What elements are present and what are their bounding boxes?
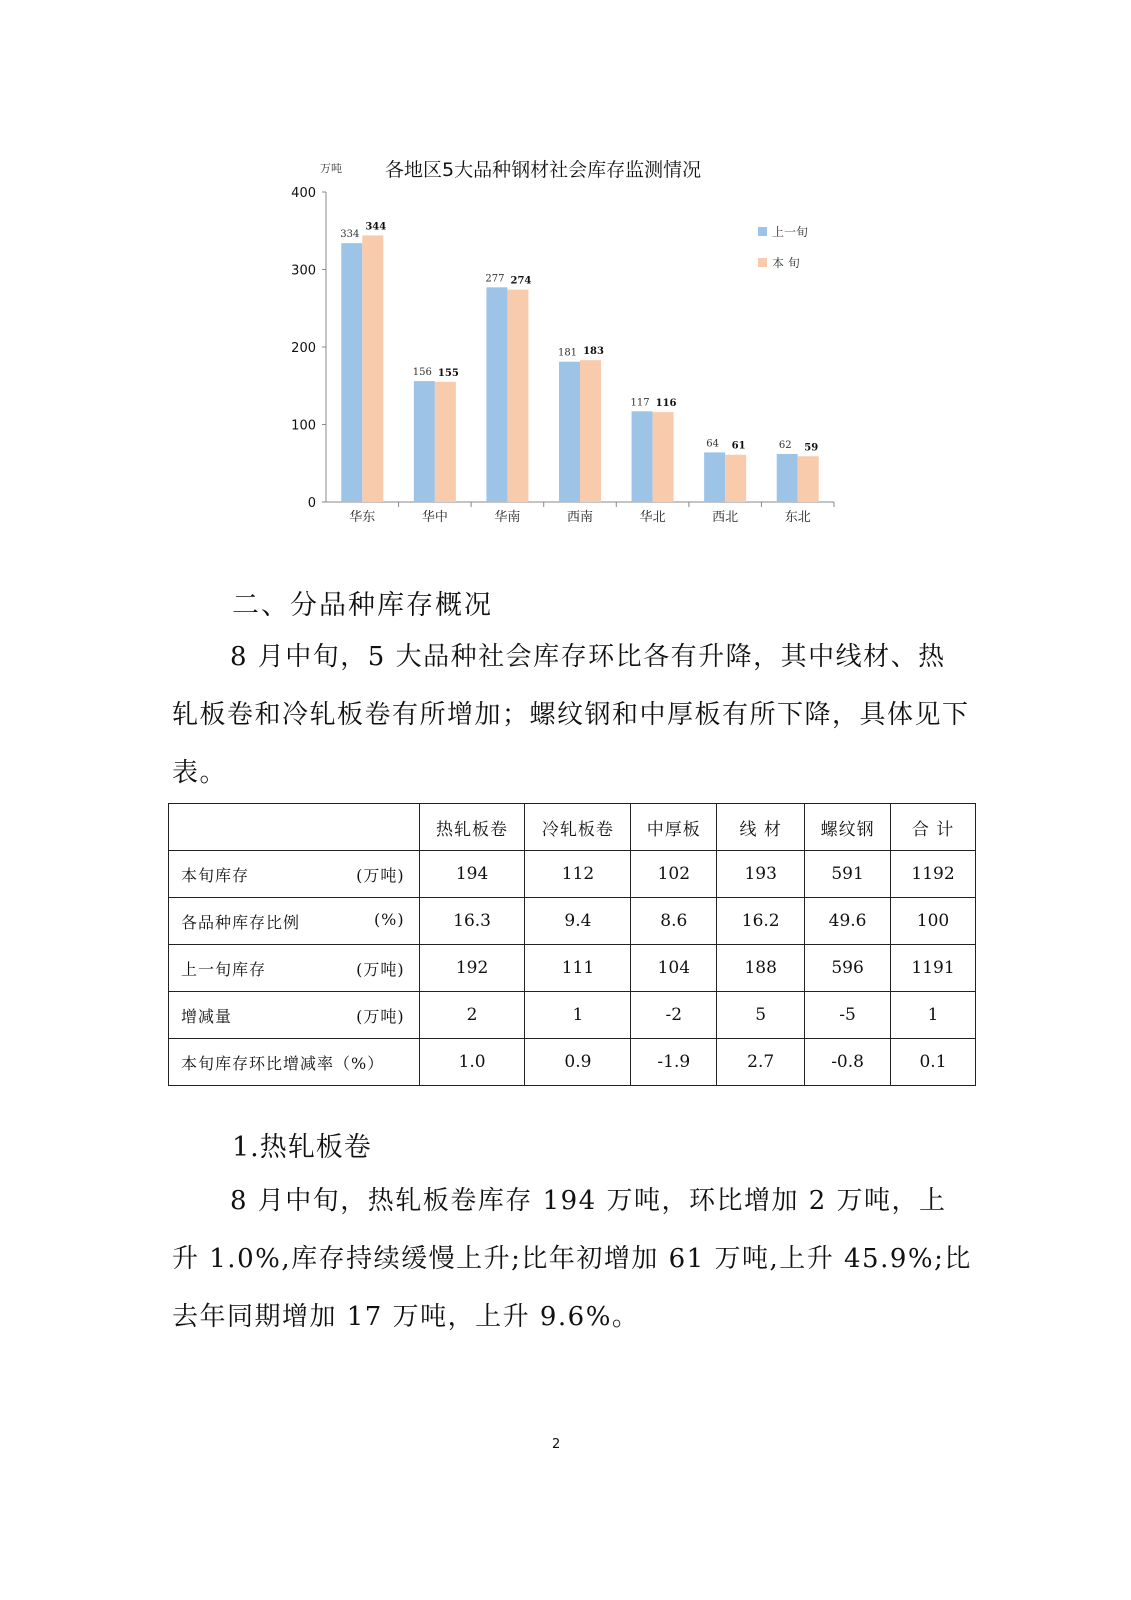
bar-current bbox=[435, 382, 456, 502]
bar-value-label: 116 bbox=[655, 398, 677, 410]
bar-current bbox=[362, 235, 383, 502]
row-label bbox=[169, 945, 420, 992]
table-cell: -1.9 bbox=[631, 1039, 717, 1086]
table-cell: 0.1 bbox=[891, 1039, 976, 1086]
section-paragraph-varieties bbox=[172, 628, 972, 802]
legend-swatch bbox=[758, 258, 767, 267]
table-header: 热轧板卷 bbox=[419, 804, 525, 851]
table-header-row bbox=[169, 804, 976, 851]
table-cell: 16.2 bbox=[717, 898, 805, 945]
bar-previous bbox=[559, 362, 580, 502]
row-label-name: 本旬库存 bbox=[181, 865, 250, 885]
bar-current bbox=[507, 290, 528, 502]
table-row bbox=[169, 945, 976, 992]
table-cell: 2 bbox=[419, 992, 525, 1039]
x-category-label: 华东 bbox=[349, 510, 376, 525]
bar-value-label: 117 bbox=[630, 397, 650, 409]
y-tick-label: 200 bbox=[291, 341, 316, 356]
y-tick-label: 0 bbox=[307, 496, 316, 511]
bar-value-label: 155 bbox=[437, 367, 459, 379]
table-cell: 5 bbox=[717, 992, 805, 1039]
table-row bbox=[169, 898, 976, 945]
x-category-label: 东北 bbox=[784, 510, 811, 525]
bar-previous bbox=[632, 411, 653, 502]
table-row bbox=[169, 992, 976, 1039]
table-cell: 188 bbox=[717, 945, 805, 992]
legend-swatch bbox=[758, 227, 767, 236]
legend-label: 上一旬 bbox=[772, 225, 809, 239]
table-cell: 9.4 bbox=[525, 898, 631, 945]
row-label-name: 增减量 bbox=[181, 1006, 233, 1026]
table-cell: 100 bbox=[891, 898, 976, 945]
table-cell: 1.0 bbox=[419, 1039, 525, 1086]
table-cell: 104 bbox=[631, 945, 717, 992]
chart-svg bbox=[290, 140, 850, 540]
table-cell: 193 bbox=[717, 851, 805, 898]
chart-unit-label: 万吨 bbox=[320, 162, 342, 175]
table-row bbox=[169, 1039, 976, 1086]
row-label-name: 上一旬库存 bbox=[181, 959, 267, 979]
paragraph-text: 8 月中旬，5 大品种社会库存环比各有升降，其中线材、热轧板卷和冷轧板卷有所增加；螺纹钢和中厚板有所下降，具体见下表。 bbox=[172, 642, 970, 788]
bar-value-label: 64 bbox=[706, 438, 720, 450]
region-inventory-chart bbox=[290, 140, 850, 540]
row-label-unit: (万吨) bbox=[356, 865, 405, 885]
bar-previous bbox=[414, 381, 435, 502]
x-category-label: 西南 bbox=[566, 510, 594, 525]
paragraph-text: 8 月中旬，热轧板卷库存 194 万吨，环比增加 2 万吨，上升 1.0%,库存持续缓慢上升;比年初增加 61 万吨,上升 45.9%;比去年同期增加 17 万吨，上升 9.6%。 bbox=[172, 1186, 972, 1332]
x-category-label: 华北 bbox=[639, 510, 666, 525]
row-label bbox=[169, 992, 420, 1039]
table-cell: -2 bbox=[631, 992, 717, 1039]
bar-value-label: 183 bbox=[583, 346, 604, 358]
bar-previous bbox=[704, 452, 725, 502]
bar-value-label: 334 bbox=[340, 229, 360, 241]
table-cell: 102 bbox=[631, 851, 717, 898]
bar-value-label: 277 bbox=[485, 273, 505, 285]
table-cell: 1192 bbox=[891, 851, 976, 898]
table-cell: -0.8 bbox=[805, 1039, 891, 1086]
legend-label: 本 旬 bbox=[772, 256, 800, 270]
table-row bbox=[169, 851, 976, 898]
table-header: 线 材 bbox=[717, 804, 805, 851]
y-tick-label: 400 bbox=[291, 186, 316, 201]
table-cell: 1 bbox=[525, 992, 631, 1039]
x-category-label: 西北 bbox=[712, 510, 739, 525]
table-cell: 112 bbox=[525, 851, 631, 898]
y-tick-label: 100 bbox=[291, 418, 316, 434]
bar-previous bbox=[486, 287, 507, 502]
row-label-unit: (%) bbox=[373, 909, 405, 929]
table-cell: 194 bbox=[419, 851, 525, 898]
table-header: 螺纹钢 bbox=[805, 804, 891, 851]
table-cell: 1191 bbox=[891, 945, 976, 992]
table-header: 冷轧板卷 bbox=[525, 804, 631, 851]
table-cell: 2.7 bbox=[717, 1039, 805, 1086]
section-paragraph-hot-rolled bbox=[172, 1172, 972, 1346]
table-cell: 49.6 bbox=[805, 898, 891, 945]
table-header-corner bbox=[169, 804, 420, 851]
table-cell: 192 bbox=[419, 945, 525, 992]
bar-previous bbox=[777, 454, 798, 502]
table-cell: 591 bbox=[805, 851, 891, 898]
section-heading-hot-rolled: 1.热轧板卷 bbox=[232, 1132, 372, 1163]
table-cell: -5 bbox=[805, 992, 891, 1039]
bar-value-label: 181 bbox=[557, 347, 578, 359]
table-cell: 111 bbox=[525, 945, 631, 992]
bar-value-label: 62 bbox=[778, 439, 792, 451]
row-label bbox=[169, 898, 420, 945]
bar-value-label: 274 bbox=[510, 275, 532, 287]
bar-current bbox=[580, 360, 601, 502]
y-tick-label: 300 bbox=[291, 263, 316, 279]
page-number: 2 bbox=[552, 1437, 561, 1452]
table-cell: 16.3 bbox=[419, 898, 525, 945]
table-header: 合 计 bbox=[891, 804, 976, 851]
row-label bbox=[169, 1039, 420, 1086]
chart-title: 各地区5大品种钢材社会库存监测情况 bbox=[385, 159, 702, 181]
table-cell: 8.6 bbox=[631, 898, 717, 945]
row-label-unit: (万吨) bbox=[356, 959, 405, 979]
table-cell: 0.9 bbox=[525, 1039, 631, 1086]
bar-value-label: 344 bbox=[365, 221, 387, 233]
x-category-label: 华中 bbox=[421, 510, 448, 525]
bar-value-label: 61 bbox=[731, 440, 746, 452]
row-label-name: 各品种库存比例 bbox=[181, 912, 301, 932]
table-header: 中厚板 bbox=[631, 804, 717, 851]
x-category-label: 华南 bbox=[494, 510, 521, 525]
bar-current bbox=[725, 455, 746, 502]
bar-current bbox=[653, 412, 674, 502]
table-cell: 1 bbox=[891, 992, 976, 1039]
row-label-name: 本旬库存环比增减率（%） bbox=[181, 1053, 385, 1073]
row-label bbox=[169, 851, 420, 898]
table-cell: 596 bbox=[805, 945, 891, 992]
section-heading-varieties: 二、分品种库存概况 bbox=[232, 590, 493, 621]
bar-current bbox=[798, 456, 819, 502]
bar-previous bbox=[341, 243, 362, 502]
row-label-unit: (万吨) bbox=[356, 1006, 405, 1026]
bar-value-label: 156 bbox=[412, 367, 432, 379]
bar-value-label: 59 bbox=[804, 442, 819, 454]
inventory-table bbox=[168, 803, 976, 1086]
